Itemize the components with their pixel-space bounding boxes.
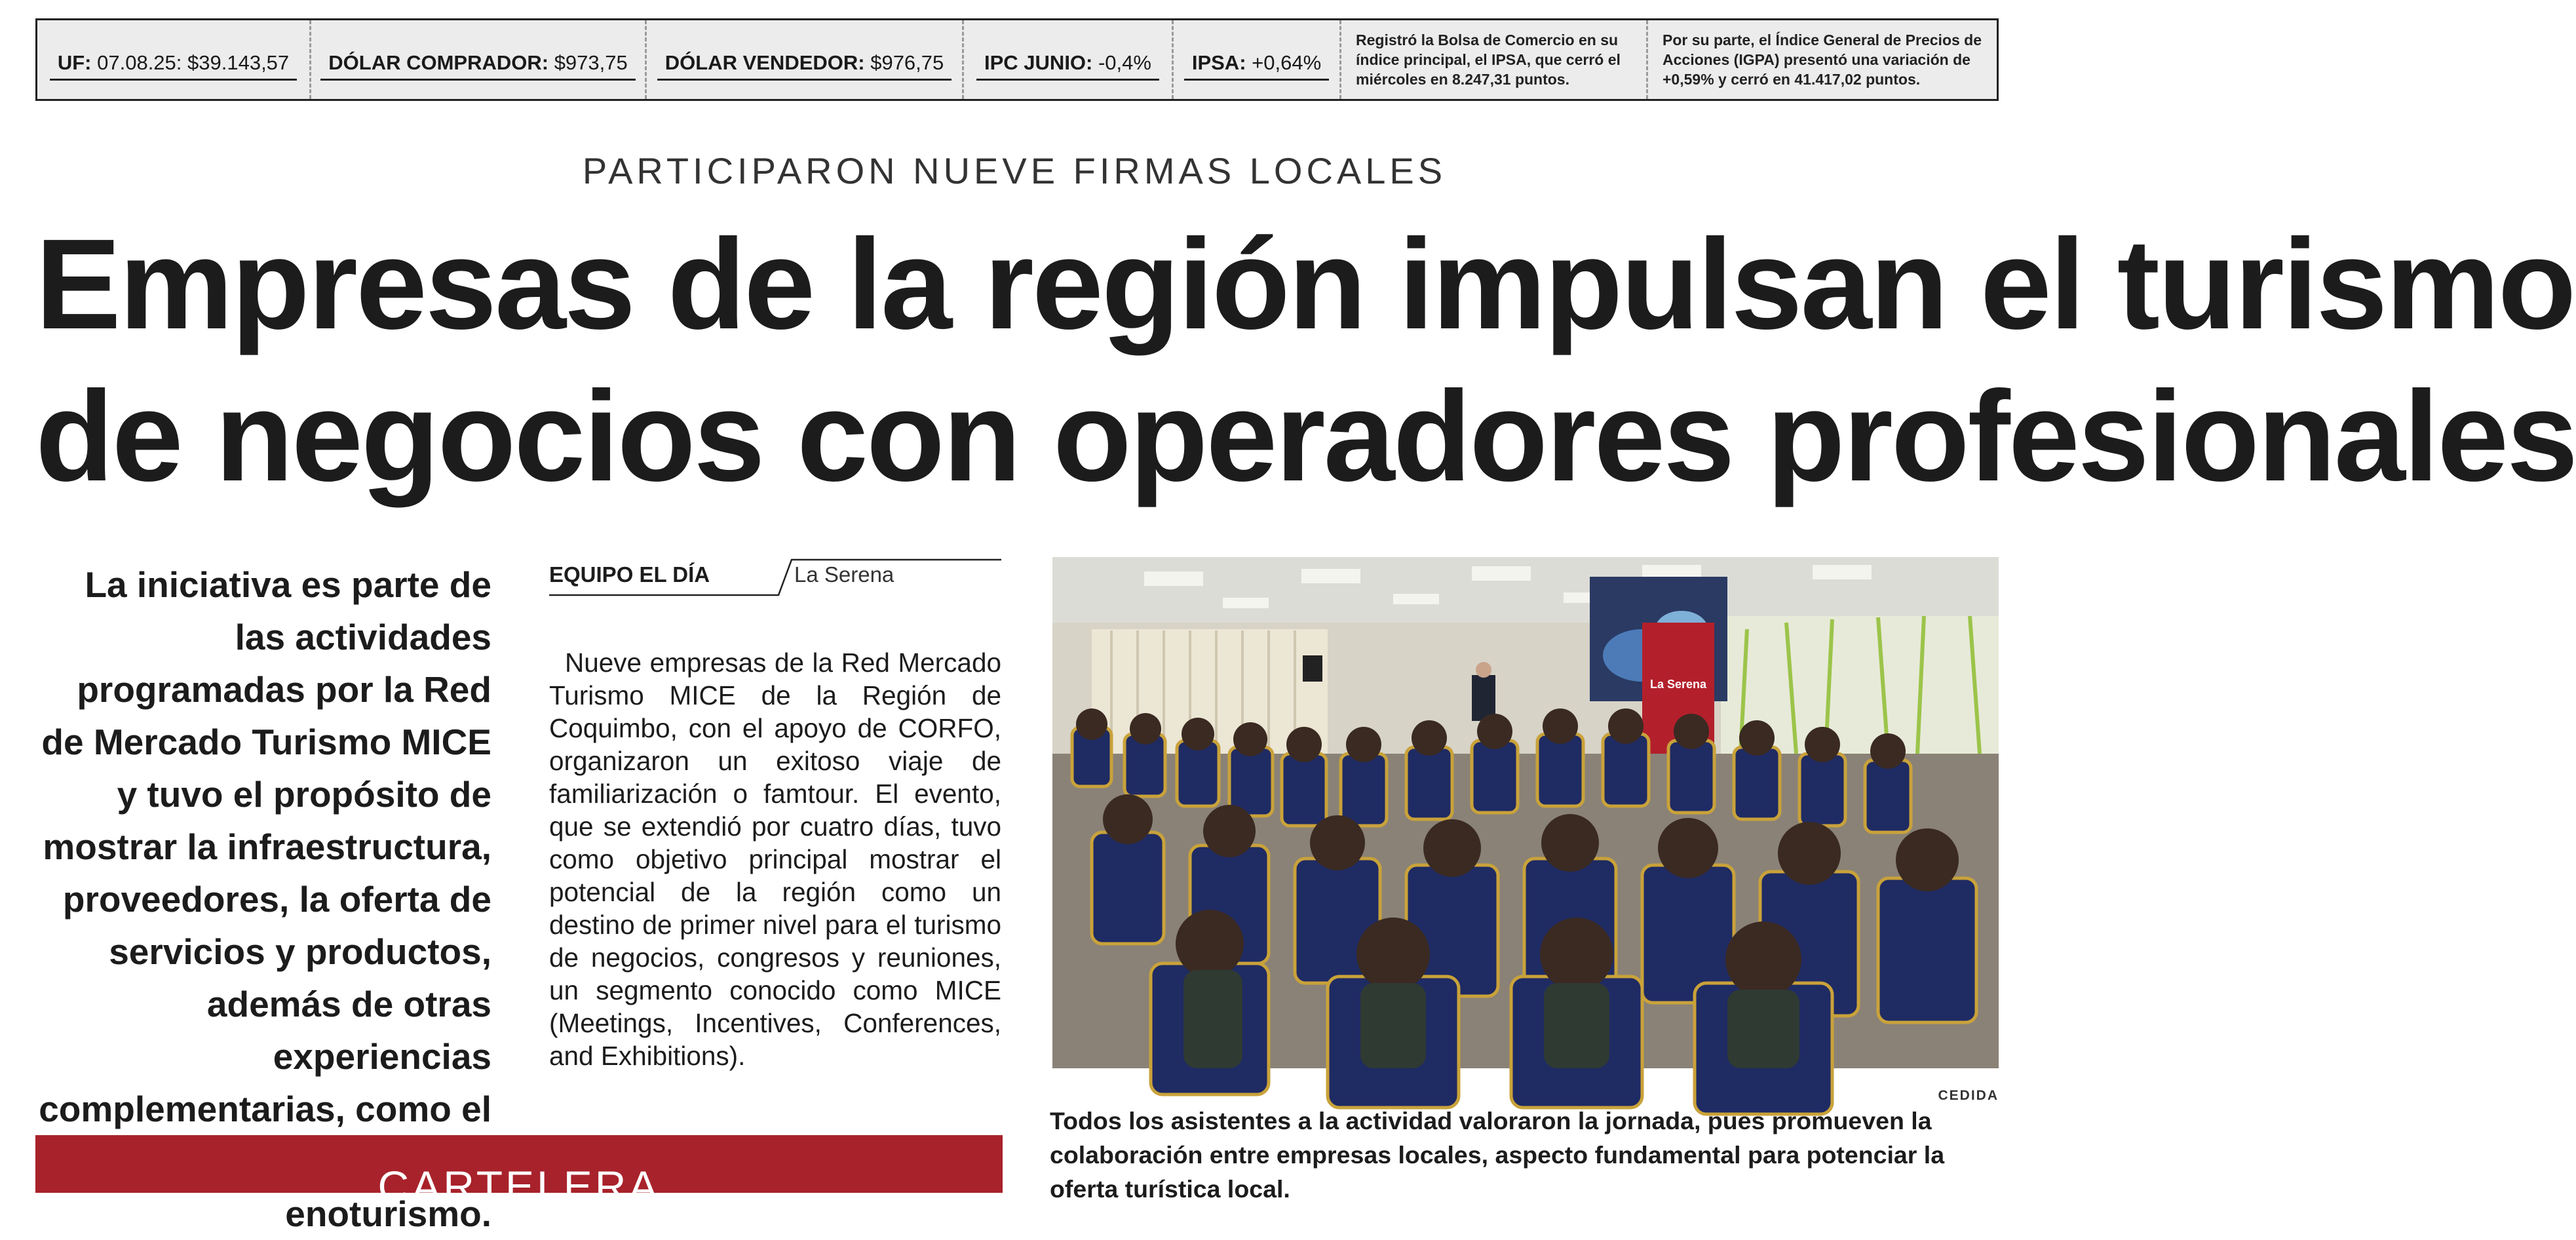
article-lead: La iniciativa es parte de las actividades programadas por la Red de Mercado Turismo MICE y tuvo el propósito de mostrar la infraestructura, proveedores, la oferta de servicios y productos, además de otras experiencias complementarias, como el enoturismo. [39,564,491,1234]
byline [549,554,1001,596]
ticker-item-ipsa: IPSA: +0,64% [1174,20,1341,99]
ticker-item-dolar-vendedor: DÓLAR VENDEDOR: $976,75 [647,20,964,99]
byline-city: La Serena [794,562,894,587]
market-ticker [35,18,1999,101]
headline-line-2: de negocios con operadores profesionales [35,364,2576,508]
byline-team: EQUIPO EL DÍA [549,562,710,587]
ticker-note-igpa: Por su parte, el Índice General de Precios de Acciones (IGPA) presentó una variación de +0,59% y cerró en 41.417,02 puntos. [1663,31,1982,88]
cartelera-banner [35,1135,1003,1211]
cartelera-title: CARTELERA [377,1162,661,1211]
article-headline [35,208,2576,513]
conference-photo-illustration [1052,557,1999,1068]
ticker-item-ipc: IPC JUNIO: -0,4% [964,20,1174,99]
ticker-item-dolar-comprador: DÓLAR COMPRADOR: $973,75 [311,20,647,99]
article-body: Nueve empresas de la Red Mercado Turismo MICE de la Región de Coquimbo, con el apoyo de CORFO, organizaron un exitoso viaje de familiarización o famtour. El evento, que se extendió por cuatro días, tuvo como objetivo principal mostrar el potencial de la región como un destino de primer nivel para el turismo de negocios, congresos y reuniones, un segmento conocido como MICE (Meetings, Incentives, Conferences, and Exhibitions). [549,648,1001,1071]
banner-text: La Serena [1649,678,1707,691]
photo-caption: Todos los asistentes a la actividad valoraron la jornada, pues promueven la colaboración entre empresas locales, aspecto fundamental para potenciar la oferta turística local. [1050,1107,1945,1203]
article-photo [1052,557,1999,1068]
photo-credit: CEDIDA [1938,1088,1999,1103]
ticker-note-ipsa: Registró la Bolsa de Comercio en su índice principal, el IPSA, que cerró el miércoles en 8.247,31 puntos. [1341,20,1648,99]
article-kicker: PARTICIPARON NUEVE FIRMAS LOCALES [582,150,1447,191]
headline-line-1: Empresas de la región impulsan el turismo [35,212,2575,356]
ticker-item-uf: UF: 07.08.25: $39.143,57 [37,20,311,99]
